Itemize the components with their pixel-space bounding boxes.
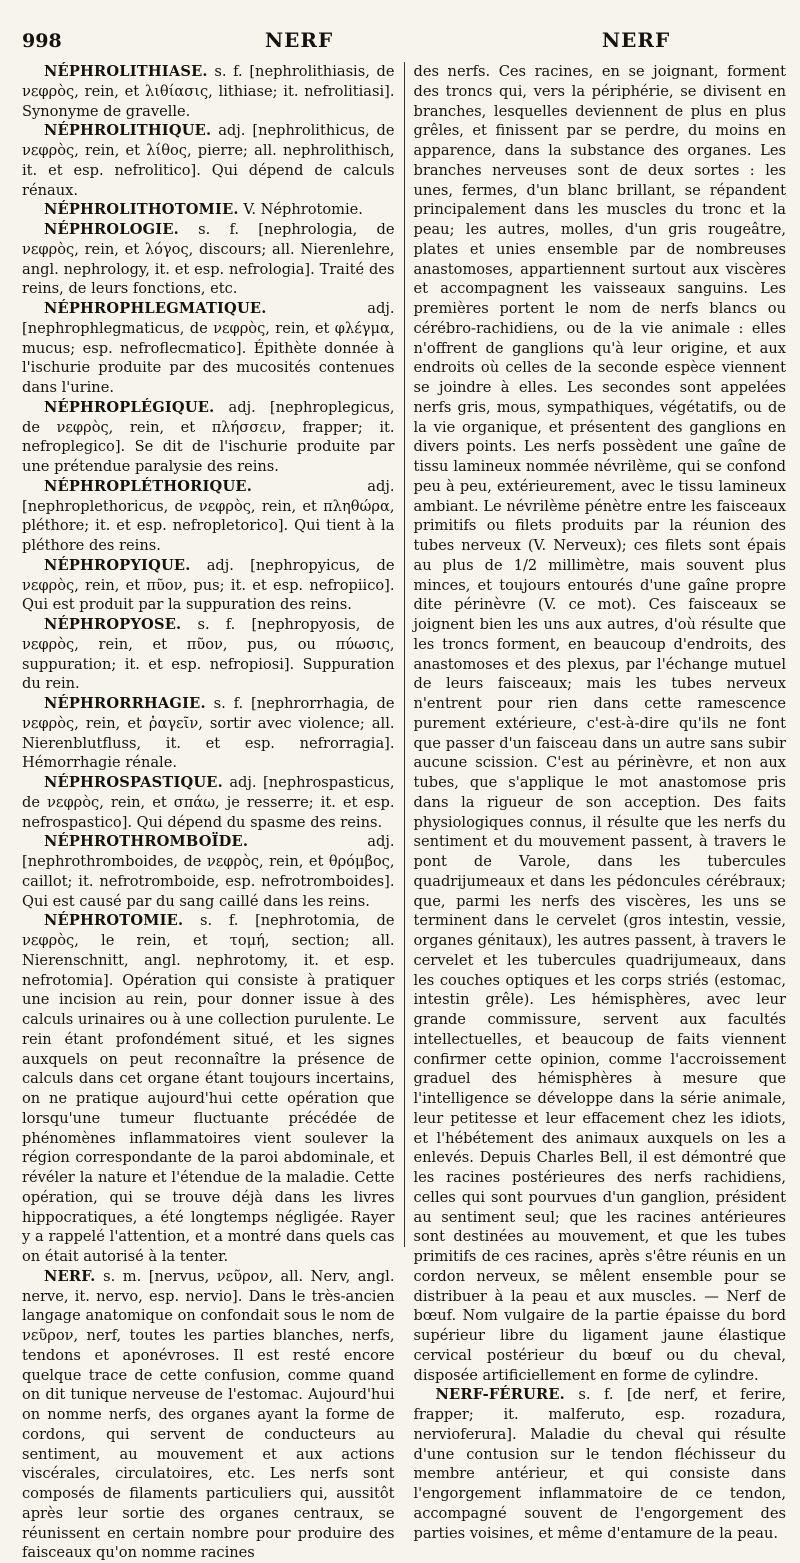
left-column xyxy=(22,62,404,1562)
dictionary-entry xyxy=(22,121,395,200)
entry-headword: NÉPHROPLÉGIQUE. xyxy=(44,398,215,416)
dictionary-entry xyxy=(22,62,395,121)
entry-text: s. f. [nephrologia, de νεφρὸς, rein, et λόγος, discours; all. Nierenlehre, angl. nephrology, it. et esp. nefrologia]. Traité des reins, de leurs fonctions, etc. xyxy=(22,221,395,298)
page-header xyxy=(22,18,786,52)
dictionary-entry xyxy=(22,200,395,220)
dictionary-entry xyxy=(22,615,395,694)
right-column xyxy=(404,62,787,1542)
entry-text: s. f. [nephropyosis, de νεφρὸς, rein, et πῦον, pus, ou πύωσις, suppuration; it. et esp. nefropiosi]. Suppuration du rein. xyxy=(22,616,395,693)
entry-text: V. Néphrotomie. xyxy=(243,201,363,219)
dictionary-entry xyxy=(22,911,395,1267)
entry-headword: NÉPHRORRHAGIE. xyxy=(44,695,206,712)
dictionary-entry xyxy=(22,477,395,556)
entry-headword: NÉPHROPHLEGMATIQUE. xyxy=(44,300,267,317)
entry-headword: NÉPHROPLÉTHORIQUE. xyxy=(44,477,252,495)
entry-headword: NERF. xyxy=(44,1267,96,1285)
entry-headword: NÉPHROLITHIASE. xyxy=(44,63,208,80)
page-number: 998 xyxy=(22,30,62,52)
entry-headword: NÉPHROLITHOTOMIE. xyxy=(44,201,239,219)
entry-text: des nerfs. Ces racines, en se joignant, forment des troncs qui, vers la périphérie, se divisent en branches, lesquelles deviennent de plus en plus grêles, et finissent par se perdre, du moins en apparence, dans la substance des organes. Les branches nerveuses sont de deux sortes : les unes, fermes, d'un blanc brillant, se répandent principalement dans les muscles du tronc et la peau; les autres, molles, d'un gris rougeâtre, plates et unies ensemble par de nombreuses anastomoses, appartiennent surtout aux viscères et accompagnent les vaisseaux sanguins. Les premières portent le nom de nerfs blancs ou cérébro-rachidiens, ou de la vie animale : elles n'offrent de ganglions qu'à leur origine, et aux endroits où celles de la seconde espèce viennent se joindre à elles. Les secondes sont appelées nerfs gris, mous, sympathiques, végétatifs, ou de la vie organique, et présentent des ganglions en divers points. Les nerfs possèdent une gaîne de tissu lamineux nommée névrilème, qui se confond peu à peu, extérieurement, avec le tissu lamineux ambiant. Le névrilème pénètre entre les faisceaux primitifs ou filets produits par la réunion des tubes nerveux (V. Nerveux); ces filets sont épais au plus de 1/2 millimètre, mais souvent plus minces, et toujours entourés d'une gaîne propre dite périnèvre (V. ce mot). Ces faisceaux se joignent bien les uns aux autres, d'où résulte que les troncs forment, en beaucoup d'endroits, des anastomoses et des plexus, par l'échange mutuel de leurs faisceaux; mais les tubes nerveux n'entrent pour rien dans cette ramescence purement extérieure, c'est-à-dire qu'ils ne font que passer d'un faisceau dans un autre sans subir aucune scission. C'est au périnèvre, et non aux tubes, que s'applique le mot anastomose pris dans la rigueur de son acception. Des faits physiologiques connus, il résulte que les nerfs du sentiment et du mouvement passent, à travers le pont de Varole, dans les tubercules quadrijumeaux et dans les pédoncules cérébraux; que, parmi les nerfs des viscères, les uns se terminent dans le cervelet (gros intestin, vessie, organes génitaux), les autres passent, à travers le cervelet et les tubercules quadrijumeaux, dans les couches optiques et les corps striés (estomac, intestin grêle). Les hémisphères, avec leur grande commissure, servent aux facultés intellectuelles, et beaucoup de faits viennent confirmer cette opinion, comme l'accroissement graduel des hémisphères à mesure que l'intelligence se développe dans la série animale, leur petitesse et leur effacement chez les idiots, et l'hébétement des animaux auxquels on les a enlevés. Depuis Charles Bell, il est démontré que les racines postérieures des nerfs rachidiens, celles qui sont pourvues d'un ganglion, président au sentiment seul; que les racines antérieures sont destinées au mouvement, et que les tubes primitifs de ces racines, après s'être réunis en un cordon nerveux, se mêlent ensemble pour se distribuer à la peau et aux muscles. — Nerf de bœuf. Nom vulgaire de la partie épaisse du bord supérieur libre du ligament jaune élastique cervical postérieur du bœuf ou du cheval, disposée artificiellement en forme de cylindre. xyxy=(413,63,786,1384)
entry-text: adj. [nephrophlegmaticus, de νεφρὸς, rein, et φλέγμα, mucus; esp. nefroflecmatico]. Épithète donnée à l'ischurie produite par des mucosités contenues dans l'urine. xyxy=(22,300,395,396)
dictionary-entry xyxy=(22,694,395,773)
running-head-right: NERF xyxy=(601,28,671,52)
entry-text: s. f. [de nerf, et ferire, frapper; it. malferuto, esp. rozadura, nervioferura]. Maladie du cheval qui résulte d'une contusion sur le tendon fléchisseur du membre antérieur, et qui consiste dans l'engorgement inflammatoire de ce tendon, accompagné souvent de l'engorgement des parties voisines, et même d'entamure de la peau. xyxy=(413,1386,787,1542)
dictionary-entry xyxy=(22,556,395,615)
text-columns xyxy=(22,62,787,1562)
entry-text: s. m. [nervus, νεῦρον, all. Nerv, angl. nerve, it. nervo, esp. nervio]. Dans le très-ancien langage anatomique on confondait sous le nom de νεῦρον, nerf, toutes les parties blanches, nerfs, tendons et aponévroses. Il est resté encore quelque trace de cette confusion, comme quand on dit tunique nerveuse de l'estomac. Aujourd'hui on nomme nerfs, des organes ayant la forme de cordons, qui servent de conducteurs au sentiment, au mouvement et aux actions viscérales, circulatoires, etc. Les nerfs sont composés de filaments particuliers qui, aussitôt après leur sortie des organes centraux, se réunissent en certain nombre pour produire des faisceaux qu'on nomme racines xyxy=(22,1267,395,1562)
entry-text: adj. [nephropyicus, de νεφρὸς, rein, et πῦον, pus; it. et esp. nefropiico]. Qui est produit par la suppuration des reins. xyxy=(22,556,395,614)
entry-headword: NÉPHROPYIQUE. xyxy=(44,556,191,574)
entry-text: adj. [nephrothromboides, de νεφρὸς, rein, et θρόμβος, caillot; it. nefrotromboide, esp. nefrotromboides]. Qui est causé par du sang caillé dans les reins. xyxy=(22,833,395,910)
dictionary-entry xyxy=(22,299,395,398)
entry-headword: NERF-FÉRURE. xyxy=(435,1386,565,1404)
dictionary-entry xyxy=(22,832,395,911)
running-head-left: NERF xyxy=(264,28,334,52)
entry-text: adj. [nephroplethoricus, de νεφρὸς, rein, et πληθώρα, pléthore; it. et esp. nefropletorico]. Qui tient à la pléthore des reins. xyxy=(22,477,395,554)
entry-headword: NÉPHROLOGIE. xyxy=(44,221,179,238)
entry-headword: NÉPHROLITHIQUE. xyxy=(44,122,212,140)
dictionary-entry xyxy=(414,1385,787,1543)
dictionary-entry xyxy=(22,773,395,832)
entry-text: adj. [nephrolithicus, de νεφρὸς, rein, et λίθος, pierre; all. nephrolithisch, it. et esp. nefrolitico]. Qui dépend de calculs rénaux. xyxy=(22,122,395,199)
entry-headword: NÉPHROTHROMBOÏDE. xyxy=(44,833,249,851)
dictionary-entry xyxy=(22,398,395,477)
dictionary-entry xyxy=(22,220,395,299)
dictionary-entry xyxy=(22,1267,395,1563)
entry-headword: NÉPHROTOMIE. xyxy=(44,912,184,930)
entry-text: adj. [nephrospasticus, de νεφρὸς, rein, et σπάω, je resserre; it. et esp. nefrospastico]. Qui dépend du spasme des reins. xyxy=(22,774,395,831)
entry-headword: NÉPHROPYOSE. xyxy=(44,616,182,633)
dictionary-entry xyxy=(414,62,787,1385)
entry-text: s. f. [nephrotomia, de νεφρὸς, le rein, et τομή, section; all. Nierenschnitt, angl. nephrotomy, it. et esp. nefrotomia]. Opération qui consiste à pratiquer une incision au rein, pour donner issue à des calculs urinaires ou à une collection purulente. Le rein étant profondément situé, et les signes auxquels on peut reconnaître la présence de calculs dans cet organe étant toujours incertains, on ne pratique aujourd'hui cette opération que lorsqu'une tumeur fluctuante précédée de phénomènes inflammatoires vient soulever la région correspondante de la paroi abdominale, et révéler la nature et l'étendue de la maladie. Cette opération, qui se trouve déjà dans les livres hippocratiques, a été longtemps négligée. Rayer y a rappelé l'attention, et a montré dans quels cas on était autorisé à la tenter. xyxy=(22,912,395,1265)
entry-text: s. f. [nephrorrhagia, de νεφρὸς, rein, et ῥαγεῖν, sortir avec violence; all. Nierenblutfluss, it. et esp. nefrorragia]. Hémorrhagie rénale. xyxy=(22,695,395,772)
entry-headword: NÉPHROSPASTIQUE. xyxy=(44,774,223,791)
entry-text: s. f. [nephrolithiasis, de νεφρὸς, rein, et λιθίασις, lithiase; it. nefrolitiasi]. Synonyme de gravelle. xyxy=(22,63,395,120)
entry-text: adj. [nephroplegicus, de νεφρὸς, rein, et πλήσσειν, frapper; it. nefroplegico]. Se dit de l'ischurie produite par une prétendue paralysie des reins. xyxy=(22,398,395,475)
